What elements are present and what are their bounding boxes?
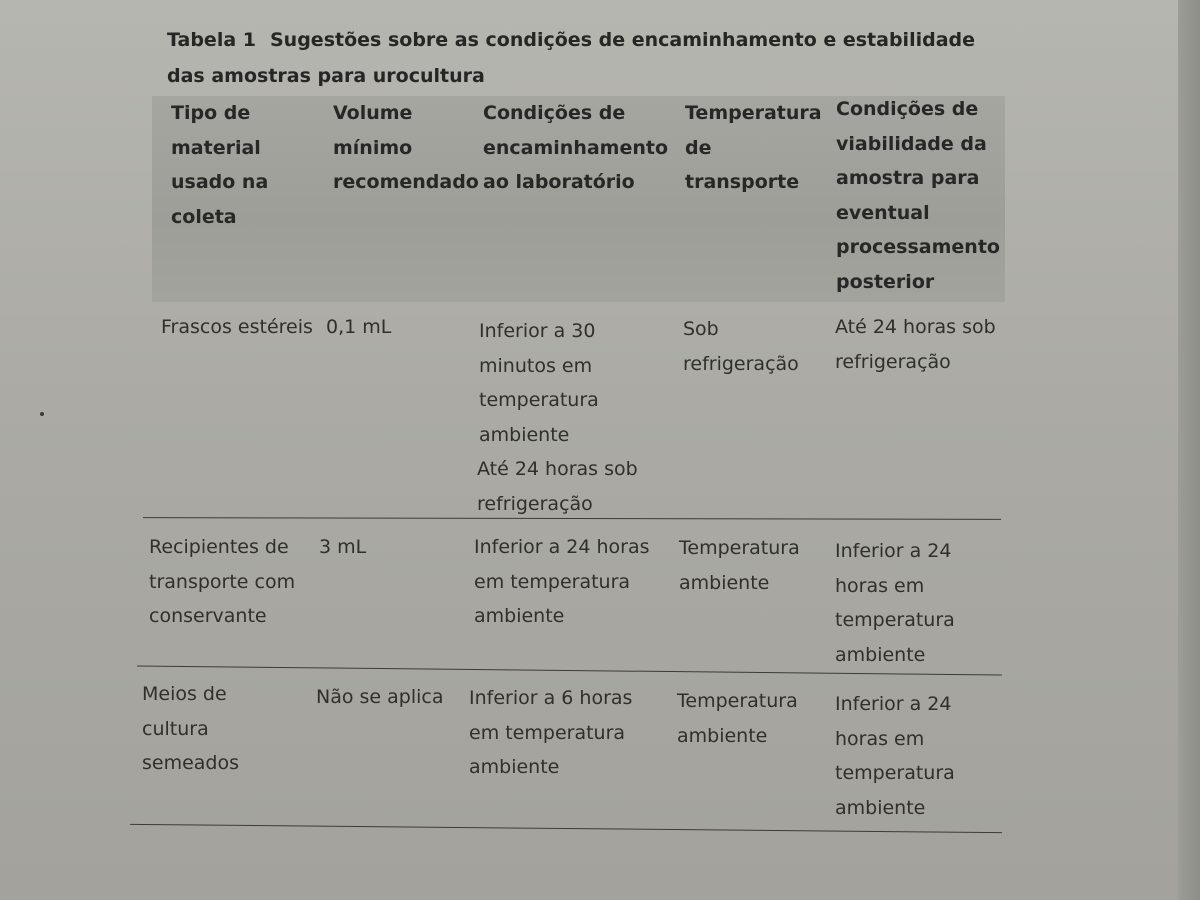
row1-conditions: Inferior a 30 minutos em temperatura ambiente: [479, 320, 599, 446]
row2-temperature: Temperatura ambiente: [679, 537, 800, 594]
header-volume: Volume mínimo recomendado: [333, 102, 479, 193]
header-viability: Condições de viabilidade da amostra para eventual processamento posterior: [836, 98, 1000, 293]
row3-material: Meios de cultura semeados: [142, 683, 240, 774]
row1-material: Frascos estéreis: [161, 316, 313, 338]
row3-viability: Inferior a 24 horas em temperatura ambiente: [835, 693, 955, 819]
row1-volume: 0,1 mL: [326, 316, 392, 338]
table-title: Sugestões sobre as condições de encaminhamento e estabilidade das amostras para urocultura: [167, 29, 976, 87]
row3-conditions: Inferior a 6 horas em temperatura ambiente: [469, 687, 633, 778]
row3-volume: Não se aplica: [316, 686, 444, 708]
row2-volume: 3 mL: [319, 536, 367, 558]
table-number: Tabela 1: [167, 29, 256, 51]
row2-material: Recipientes de transporte com conservante: [149, 536, 296, 627]
row1-viability: Até 24 horas sob refrigeração: [835, 316, 996, 373]
row3-temperature: Temperatura ambiente: [677, 690, 798, 747]
row2-viability: Inferior a 24 horas em temperatura ambiente: [835, 540, 955, 666]
row2-conditions: Inferior a 24 horas em temperatura ambiente: [474, 536, 650, 627]
page-edge: [1178, 0, 1200, 900]
header-material: Tipo de material usado na coleta: [171, 102, 269, 228]
margin-mark: [40, 412, 44, 416]
table-caption: [167, 22, 997, 94]
header-temperature: Temperatura de transporte: [685, 102, 822, 193]
row1-temperature: Sob refrigeração: [683, 318, 799, 375]
row1-conditions-extra: Até 24 horas sob refrigeração: [477, 458, 638, 515]
header-conditions: Condições de encaminhamento ao laboratório: [483, 102, 669, 193]
